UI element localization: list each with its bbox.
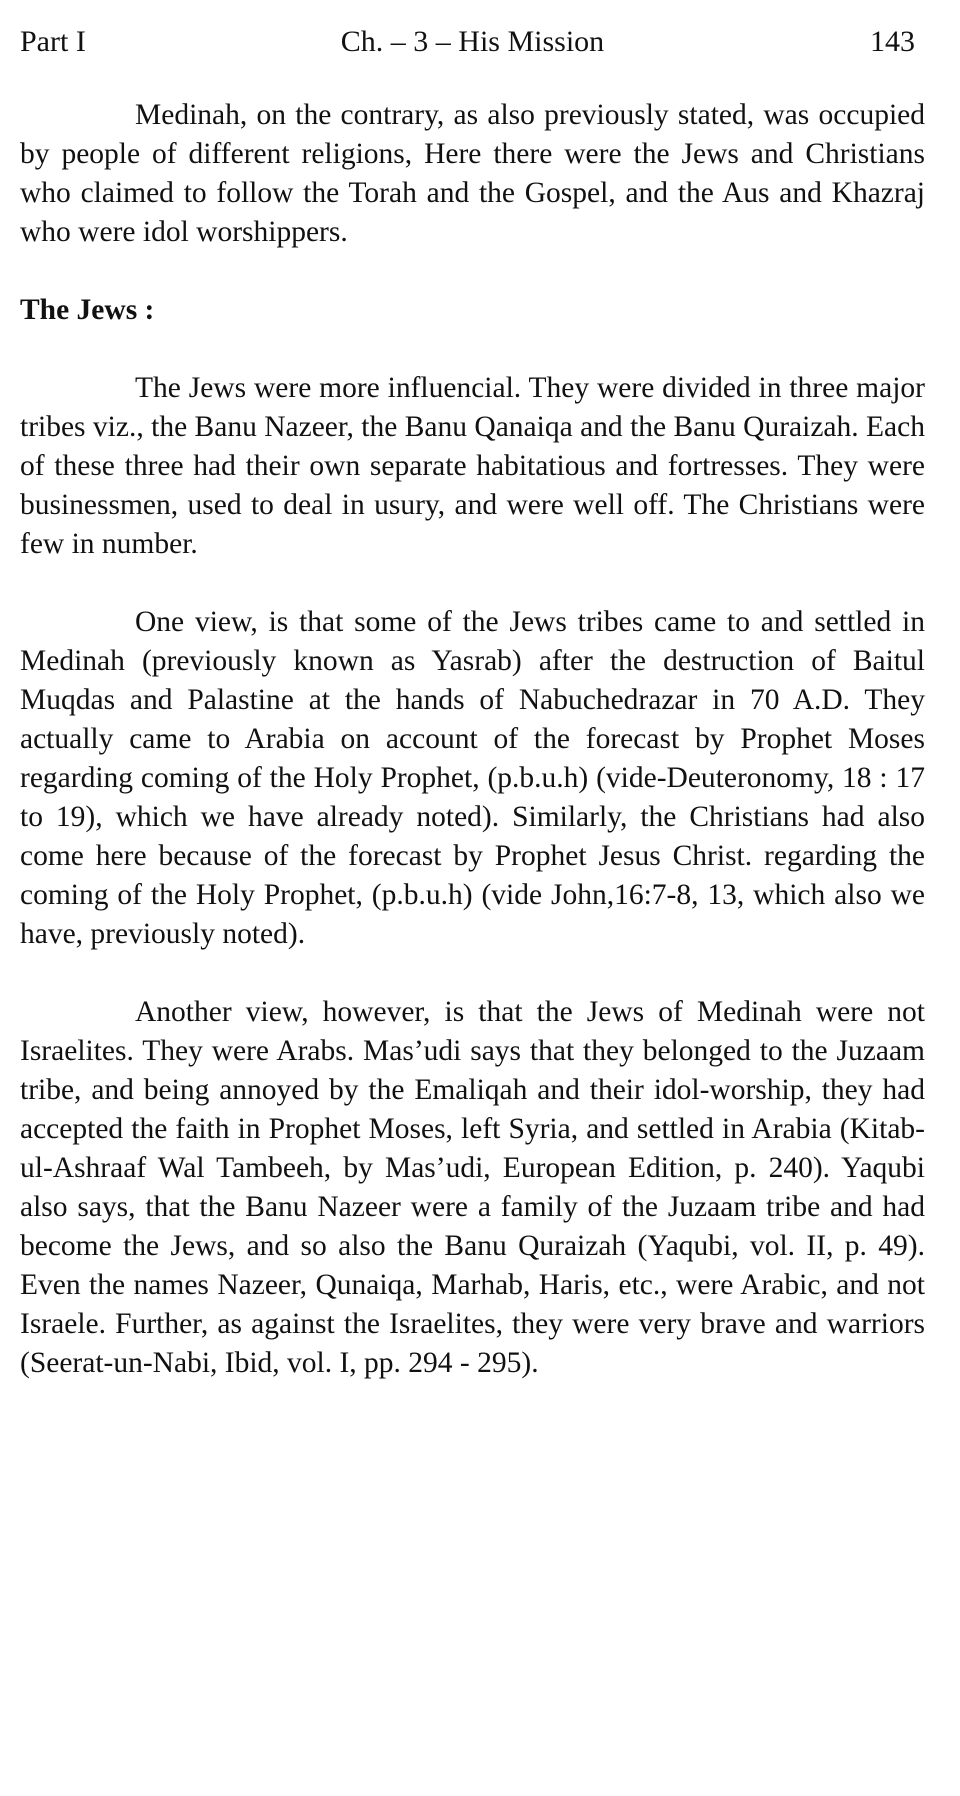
running-header	[20, 22, 925, 62]
paragraph-jews-tribes: The Jews were more influencial. They were divided in three major tribes viz., the Banu Nazeer, the Banu Qanaiqa and the Banu Quraizah. Each of these three had their own separate habitatious and fortresses. They were businessmen, used to deal in usury, and were well off. The Christians were few in number.	[20, 372, 925, 560]
paragraph-first-view: One view, is that some of the Jews tribes came to and settled in Medinah (previously known as Yasrab) after the destruction of Baitul Muqdas and Palastine at the hands of Nabuchedrazar in 70 A.D. They actually came to Arabia on account of the forecast by Prophet Moses regarding coming of the Holy Prophet, (p.b.u.h) (vide-Deuteronomy, 18 : 17 to 19), which we have already noted). Similarly, the Christians had also come here because of the forecast by Prophet Jesus Christ. regarding the coming of the Holy Prophet, (p.b.u.h) (vide John,16:7-8, 13, which also we have, previously noted).	[20, 606, 925, 950]
paragraph-another-view: Another view, however, is that the Jews of Medinah were not Israelites. They were Arabs. Mas’udi says that they belonged to the Juzaam tribe, and being annoyed by the Emaliqah and their idol-worship, they had accepted the faith in Prophet Moses, left Syria, and settled in Arabia (Kitab-ul-Ashraaf Wal Tambeeh, by Mas’udi, European Edition, p. 240). Yaqubi also says, that the Banu Nazeer were a family of the Juzaam tribe and had become the Jews, and so also the Banu Quraizah (Yaqubi, vol. II, p. 49). Even the names Nazeer, Qunaiqa, Marhab, Haris, etc., were Arabic, and not Israele. Further, as against the Israelites, they were very brave and warriors (Seerat-un-Nabi, Ibid, vol. I, pp. 294 - 295).	[20, 996, 925, 1379]
paragraph-medinah-religions: Medinah, on the contrary, as also previously stated, was occupied by people of different religions, Here there were the Jews and Christians who claimed to follow the Torah and the Gospel, and the Aus and Khazraj who were idol worshippers.	[20, 99, 925, 248]
page-number: 143	[870, 25, 915, 58]
body-text	[20, 96, 925, 1383]
book-page	[20, 0, 925, 1796]
part-label: Part I	[20, 25, 86, 58]
chapter-title: Ch. – 3 – His Mission	[340, 25, 605, 58]
section-heading-jews: The Jews :	[20, 294, 155, 326]
